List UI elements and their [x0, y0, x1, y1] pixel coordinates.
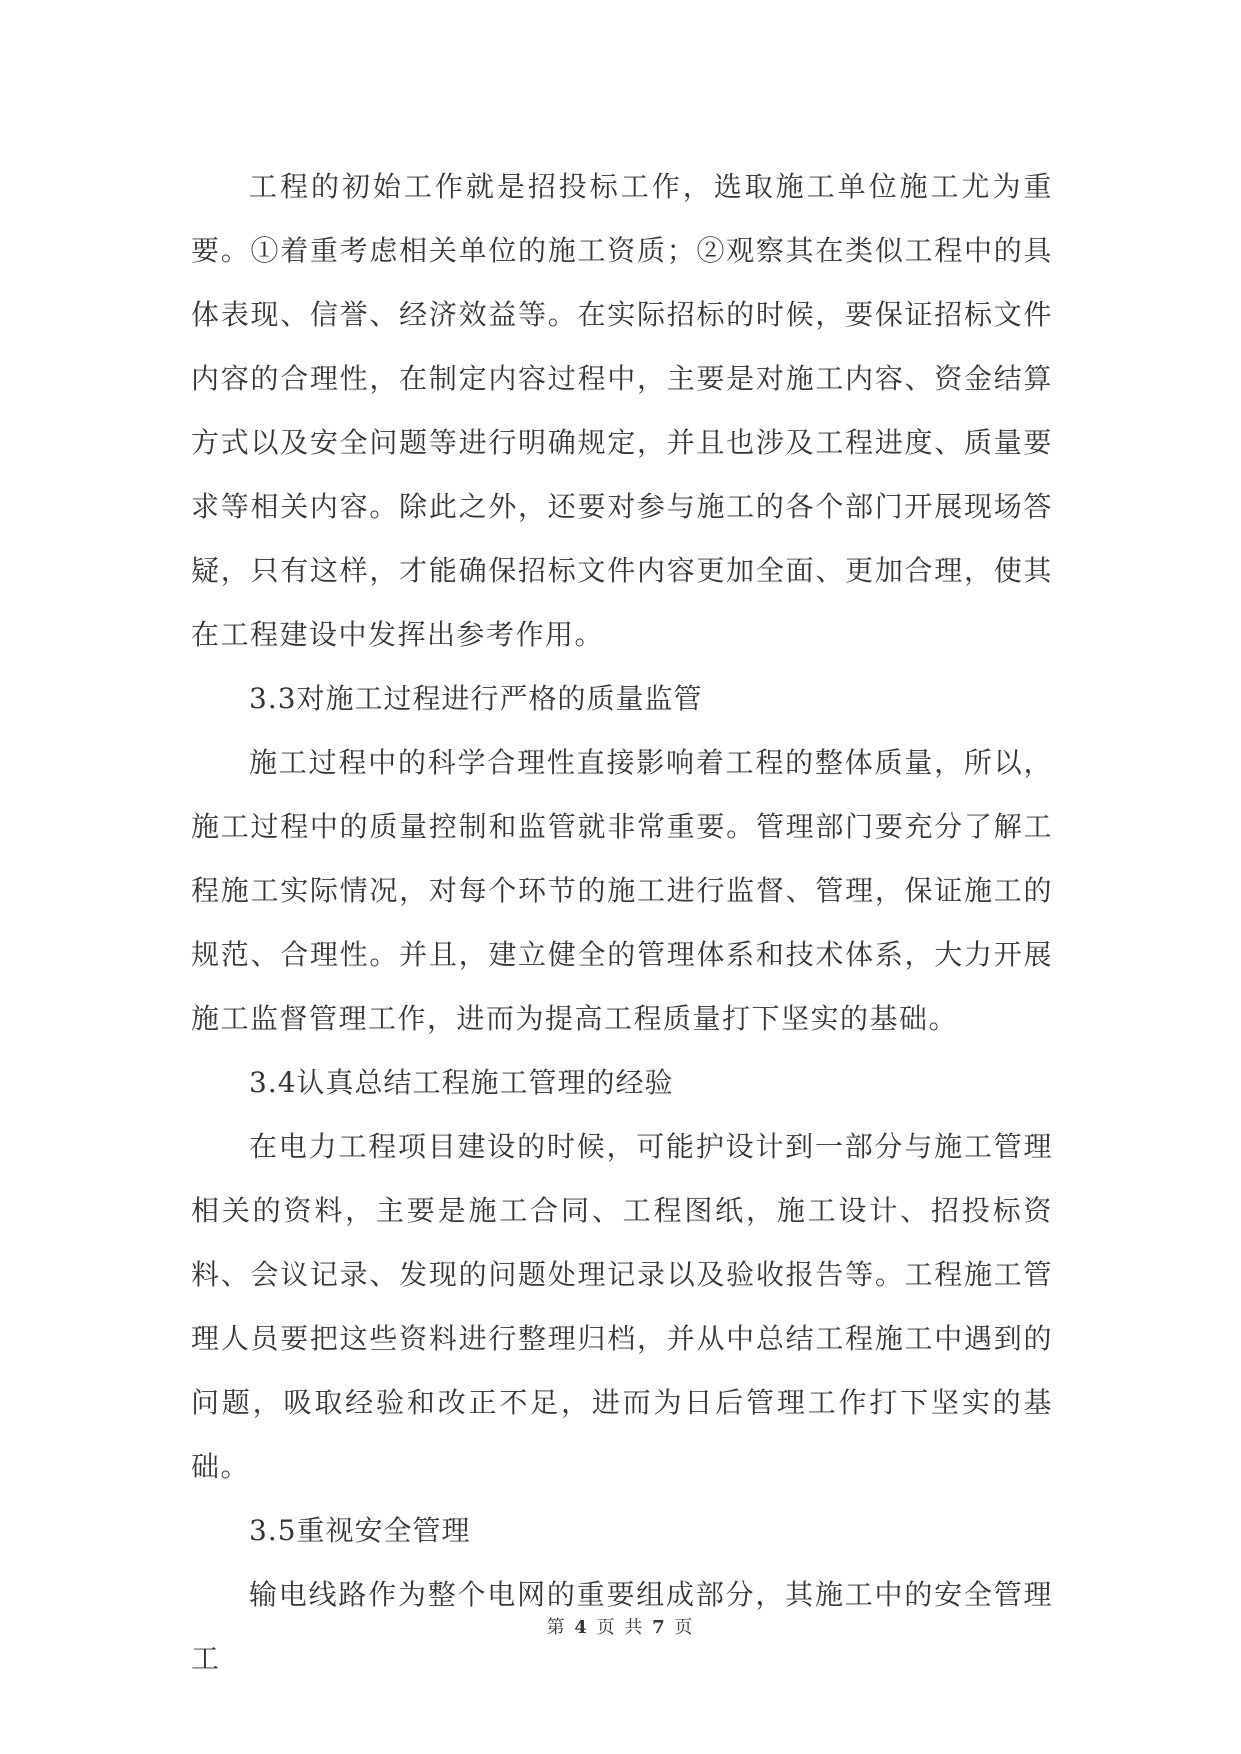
section-heading-3-4: 3.4认真总结工程施工管理的经验: [249, 1066, 674, 1099]
paragraph-quality-supervision: 施工过程中的科学合理性直接影响着工程的整体质量，所以，施工过程中的质量控制和监管就非常重要。管理部门要充分了解工程施工实际情况，对每个环节的施工进行监督、管理，保证施工的规范、合理性。并且，建立健全的管理体系和技术体系，大力开展施工监督管理工作，进而为提高工程质量打下坚实的基础。: [191, 746, 1053, 1035]
footer-current-page: 4: [574, 1617, 589, 1638]
section-heading-3-5: 3.5重视安全管理: [249, 1514, 471, 1547]
paragraph-bidding: 工程的初始工作就是招投标工作，选取施工单位施工尤为重要。①着重考虑相关单位的施工资质；②观察其在类似工程中的具体表现、信誉、经济效益等。在实际招标的时候，要保证招标文件内容的合理性，在制定内容过程中，主要是对施工内容、资金结算方式以及安全问题等进行明确规定，并且也涉及工程进度、质量要求等相关内容。除此之外，还要对参与施工的各个部门开展现场答疑，只有这样，才能确保招标文件内容更加全面、更加合理，使其在工程建设中发挥出参考作用。: [191, 170, 1053, 651]
footer-middle: 页 共: [596, 1617, 645, 1638]
page-footer: [0, 1616, 1241, 1640]
paragraph-experience-summary: 在电力工程项目建设的时候，可能护设计到一部分与施工管理相关的资料，主要是施工合同、工程图纸，施工设计、招投标资料、会议记录、发现的问题处理记录以及验收报告等。工程施工管理人员要把这些资料进行整理归档，并从中总结工程施工中遇到的问题，吸取经验和改正不足，进而为日后管理工作打下坚实的基础。: [191, 1130, 1053, 1483]
paragraph-safety-management: 输电线路作为整个电网的重要组成部分，其施工中的安全管理工: [191, 1578, 1053, 1675]
section-heading-3-3: 3.3对施工过程进行严格的质量监管: [249, 682, 703, 715]
document-body: [191, 155, 1053, 1691]
footer-suffix: 页: [674, 1617, 695, 1638]
footer-total-pages: 7: [652, 1617, 667, 1638]
footer-prefix: 第: [546, 1617, 567, 1638]
